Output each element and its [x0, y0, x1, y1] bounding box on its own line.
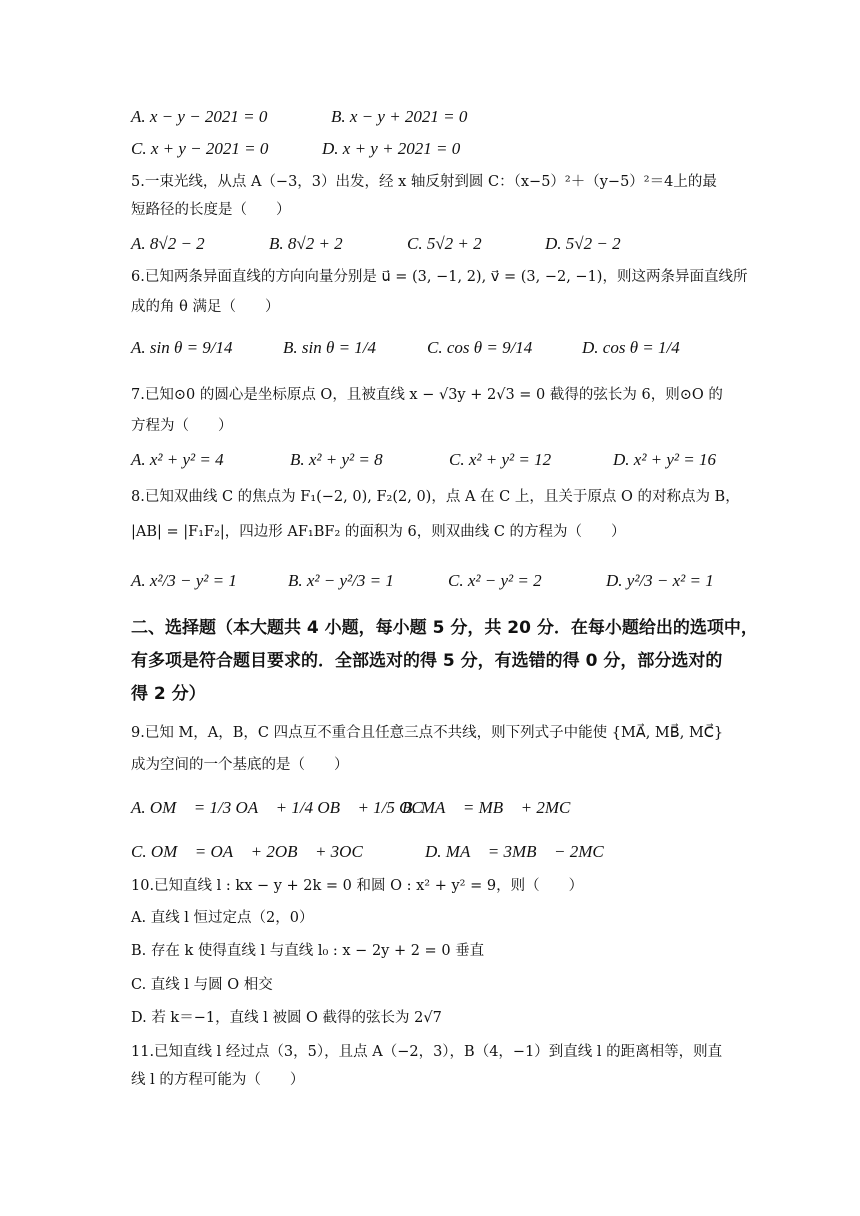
q11-stem-line1: 11.已知直线 l 经过点（3，5），且点 A（−2，3），B（4，−1）到直线 l 的距离相等，则直: [131, 1044, 723, 1060]
q4-option-d: D. x + y + 2021 = 0: [322, 139, 461, 158]
q9-option-b: B. MA⃗ = MB⃗ + 2MC⃗: [402, 798, 584, 817]
q5-option-c: C. 5√2 + 2: [407, 234, 482, 253]
section2-heading-line3: 得 2 分）: [131, 684, 206, 704]
q8-option-d: D. y²/3 − x² = 1: [606, 571, 714, 590]
q4-option-a: A. x − y − 2021 = 0: [131, 107, 268, 126]
q10-option-d: D. 若 k＝−1，直线 l 被圆 O 截得的弦长为 2√7: [131, 1010, 442, 1026]
q5-stem-line2: 短路径的长度是（ ）: [131, 202, 291, 218]
q9-option-d: D. MA⃗ = 3MB⃗ − 2MC⃗: [425, 842, 617, 861]
q6-stem-line1: 6.已知两条异面直线的方向向量分别是 u⃗ = (3, −1, 2), v⃗ = (3, −2, −1)，则这两条异面直线所: [131, 269, 748, 285]
q7-stem-line2: 方程为（ ）: [131, 418, 233, 434]
q5-option-a: A. 8√2 − 2: [131, 234, 205, 253]
q7-option-d: D. x² + y² = 16: [613, 450, 717, 469]
q10-option-c: C. 直线 l 与圆 O 相交: [131, 977, 273, 993]
q8-option-c: C. x² − y² = 2: [448, 571, 542, 590]
q10-option-a: A. 直线 l 恒过定点（2，0）: [131, 910, 314, 926]
q10-option-b: B. 存在 k 使得直线 l 与直线 l₀ : x − 2y + 2 = 0 垂直: [131, 943, 485, 959]
q4-option-b: B. x − y + 2021 = 0: [331, 107, 468, 126]
q8-option-a: A. x²/3 − y² = 1: [131, 571, 237, 590]
section2-heading-line2: 有多项是符合题目要求的．全部选对的得 5 分，有选错的得 0 分，部分选对的: [131, 651, 723, 671]
q7-option-c: C. x² + y² = 12: [449, 450, 552, 469]
q7-option-a: A. x² + y² = 4: [131, 450, 224, 469]
q9-stem-line1: 9.已知 M，A，B，C 四点互不重合且任意三点不共线，则下列式子中能使 {MA⃗, MB⃗, MC⃗}: [131, 725, 724, 741]
q8-option-b: B. x² − y²/3 = 1: [288, 571, 394, 590]
q9-option-c: C. OM⃗ = OA⃗ + 2OB⃗ + 3OC⃗: [131, 842, 377, 861]
q4-option-c: C. x + y − 2021 = 0: [131, 139, 269, 158]
q6-stem-line2: 成的角 θ 满足（ ）: [131, 299, 280, 315]
q9-stem-line2: 成为空间的一个基底的是（ ）: [131, 757, 349, 773]
q6-option-c: C. cos θ = 9/14: [427, 338, 533, 357]
q5-option-b: B. 8√2 + 2: [269, 234, 343, 253]
q10-stem: 10.已知直线 l : kx − y + 2k = 0 和圆 O : x² + y² = 9，则（ ）: [131, 878, 584, 894]
q8-stem-line1: 8.已知双曲线 C 的焦点为 F₁(−2, 0), F₂(2, 0)，点 A 在 C 上，且关于原点 O 的对称点为 B，: [131, 489, 740, 505]
q6-option-b: B. sin θ = 1/4: [283, 338, 377, 357]
q6-option-a: A. sin θ = 9/14: [131, 338, 233, 357]
q9-option-a: A. OM⃗ = 1/3 OA⃗ + 1/4 OB⃗ + 1/5 OC⃗: [131, 798, 436, 817]
q7-stem-line1: 7.已知⊙0 的圆心是坐标原点 O，且被直线 x − √3y + 2√3 = 0 截得的弦长为 6，则⊙O 的: [131, 387, 723, 403]
q5-option-d: D. 5√2 − 2: [545, 234, 621, 253]
q7-option-b: B. x² + y² = 8: [290, 450, 383, 469]
section2-heading-line1: 二、选择题（本大题共 4 小题，每小题 5 分，共 20 分．在每小题给出的选项中，: [131, 618, 758, 638]
q8-stem-line2: |AB| = |F₁F₂|，四边形 AF₁BF₂ 的面积为 6，则双曲线 C 的方程为（ ）: [131, 524, 626, 540]
q6-option-d: D. cos θ = 1/4: [582, 338, 680, 357]
q11-stem-line2: 线 l 的方程可能为（ ）: [131, 1072, 305, 1088]
q5-stem-line1: 5.一束光线，从点 A（−3，3）出发，经 x 轴反射到圆 C：（x−5）²＋（y−5）²＝4上的最: [131, 174, 717, 190]
